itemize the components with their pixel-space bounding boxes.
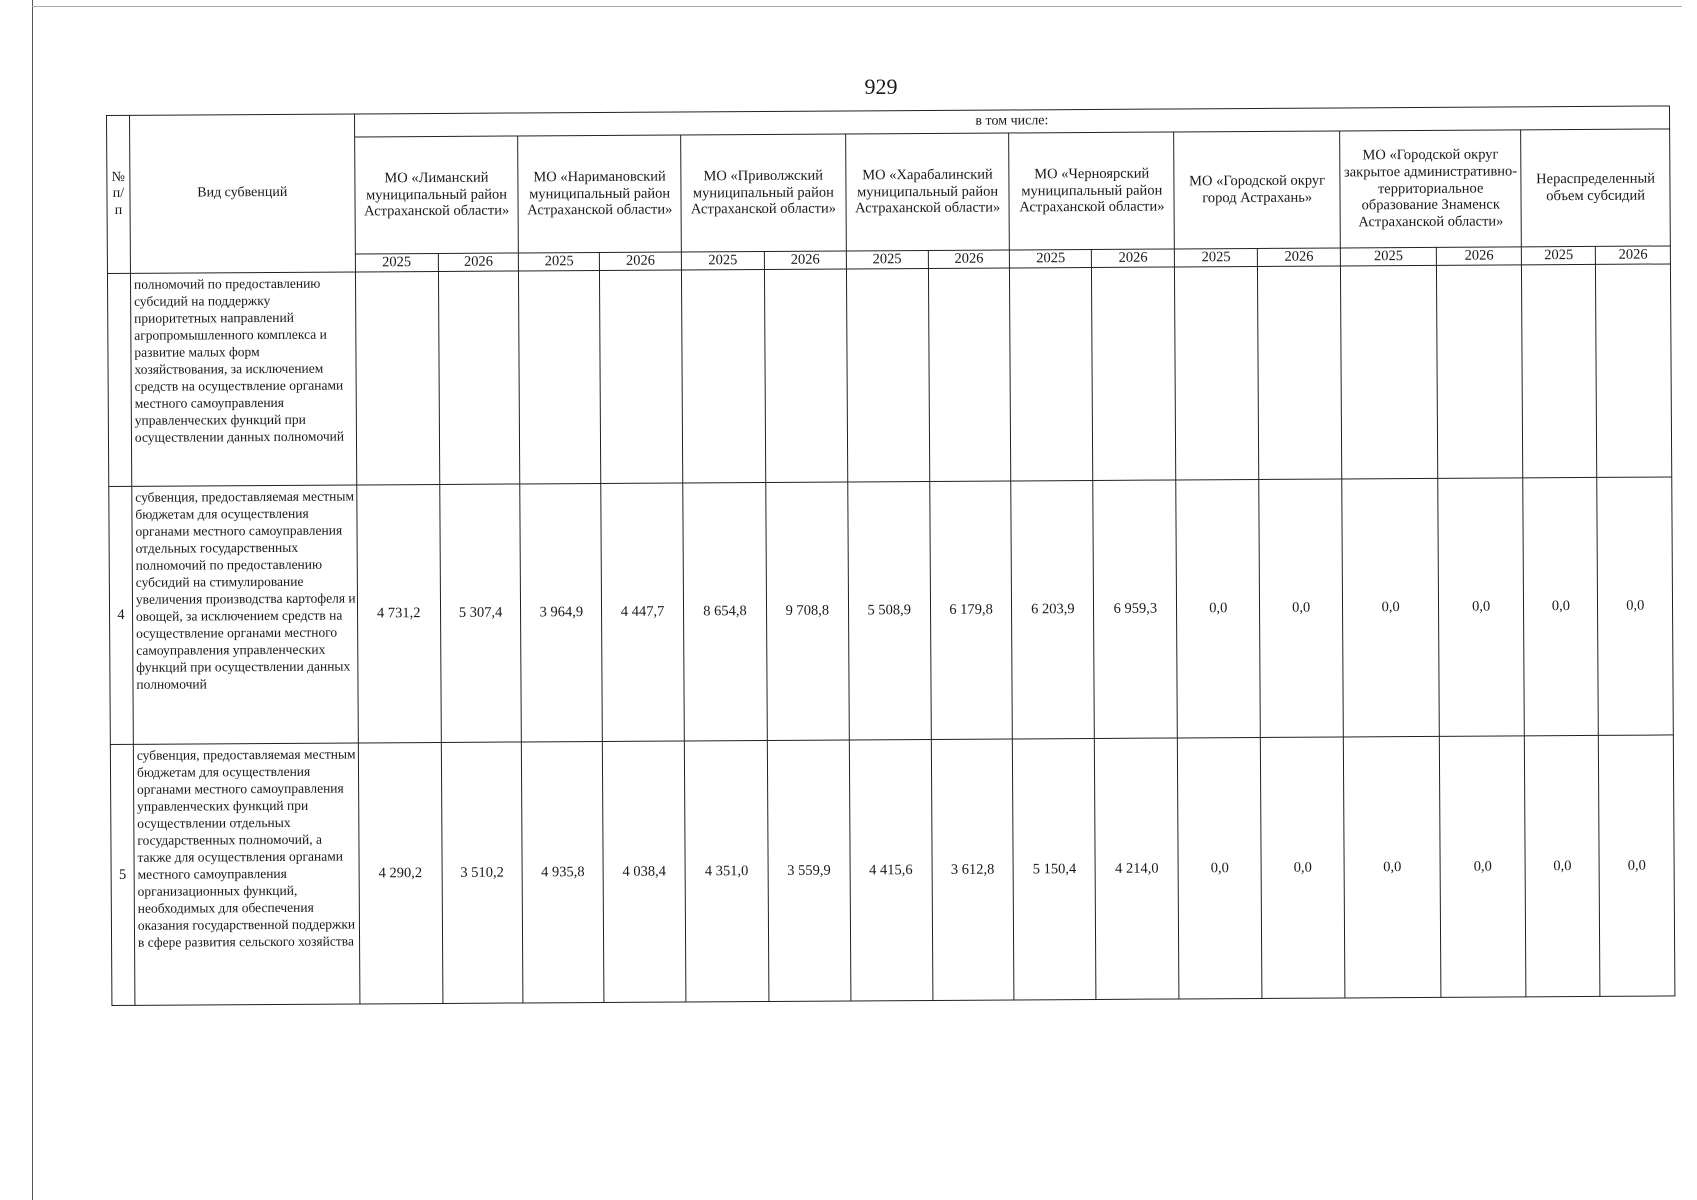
value-cell: 4 214,0 bbox=[1095, 738, 1180, 1000]
value-cell: 6 959,3 bbox=[1093, 480, 1178, 739]
header-year: 2025 bbox=[1010, 249, 1092, 267]
header-year: 2026 bbox=[764, 251, 846, 269]
value-cell: 3 510,2 bbox=[441, 742, 523, 1003]
subsidy-description: субвенция, предоставляемая местным бюджетам для осуществления органами местного самоуправления управленческих функций при осуществлении отдельных государственных полномочий, а также для осуществления органами местного самоуправления организационных функций, необходимых для обеспечения оказания государственной поддержки в сфере развития сельского хозяйства bbox=[133, 743, 359, 1005]
value-cell: 0,0 bbox=[1342, 478, 1440, 737]
header-year: 2026 bbox=[438, 253, 519, 271]
value-cell: 4 351,0 bbox=[684, 740, 769, 1002]
value-cell bbox=[1175, 266, 1259, 480]
value-cell bbox=[1522, 264, 1598, 477]
scan-edge-left bbox=[32, 0, 33, 1200]
header-year: 2025 bbox=[1175, 248, 1258, 267]
header-group-unallocated: Нераспределенный объем субсидий bbox=[1521, 129, 1670, 247]
header-group-znamensk: МО «Городской округ закрытое административно-территориальное образование Знаменск Астраханской области» bbox=[1340, 130, 1522, 248]
header-year: 2026 bbox=[599, 252, 681, 270]
value-cell: 4 447,7 bbox=[601, 483, 684, 741]
value-cell bbox=[1596, 264, 1672, 477]
value-cell: 0,0 bbox=[1525, 735, 1601, 996]
value-cell bbox=[928, 268, 1011, 481]
header-year: 2026 bbox=[1596, 246, 1671, 264]
header-group-privolzhsky: МО «Приволжский муниципальный район Астраханской области» bbox=[681, 134, 846, 252]
value-cell: 0,0 bbox=[1597, 477, 1673, 735]
value-cell: 0,0 bbox=[1260, 737, 1345, 999]
row-number bbox=[107, 273, 131, 486]
header-year: 2026 bbox=[928, 250, 1010, 268]
value-cell bbox=[1341, 265, 1438, 479]
header-including: в том числе: bbox=[354, 106, 1669, 137]
value-cell: 0,0 bbox=[1259, 479, 1344, 738]
header-year: 2025 bbox=[519, 252, 600, 270]
value-cell: 3 964,9 bbox=[520, 483, 602, 741]
value-cell: 5 150,4 bbox=[1013, 738, 1096, 999]
header-group-limansky: МО «Лиманский муниципальный район Астраханской области» bbox=[354, 136, 518, 254]
value-cell: 9 708,8 bbox=[766, 482, 849, 740]
value-cell: 8 654,8 bbox=[683, 482, 768, 741]
value-cell bbox=[600, 270, 683, 483]
header-year: 2025 bbox=[1340, 247, 1436, 266]
value-cell: 0,0 bbox=[1176, 479, 1261, 738]
header-group-kharabalinsky: МО «Харабалинский муниципальный район Астраханской области» bbox=[845, 133, 1009, 251]
header-group-astrakhan-city: МО «Городской округ город Астрахань» bbox=[1174, 131, 1341, 249]
value-cell: 4 935,8 bbox=[522, 741, 604, 1002]
value-cell bbox=[681, 269, 765, 483]
subsidy-description: субвенция, предоставляемая местным бюджетам для осуществления органами местного самоуправления отдельных государственных полномочий по предоставлению субсидий на стимулирование увеличения производства картофеля и овощей, за исключением средств на осуществление органами местного самоуправления управленческих функций при осуществлении данных полномочий bbox=[132, 485, 358, 744]
value-cell: 5 508,9 bbox=[848, 481, 931, 739]
row-number: 4 bbox=[109, 486, 133, 744]
value-cell: 6 203,9 bbox=[1011, 480, 1094, 738]
header-group-chernoyarsky: МО «Черноярский муниципальный район Астраханской области» bbox=[1009, 132, 1174, 250]
header-year: 2025 bbox=[355, 253, 438, 272]
value-cell bbox=[1258, 266, 1342, 480]
subsidy-table bbox=[106, 105, 1675, 1006]
header-group-narimanovsky: МО «Наримановский муниципальный район Астраханской области» bbox=[518, 135, 681, 253]
subsidy-description: полномочий по предоставлению субсидий на поддержку приоритетных направлений агропромышленного комплекса и развитие малых форм хозяйствования, за исключением средств на осуществление органами местного самоуправления управленческих функций при осуществлении данных полномочий bbox=[130, 272, 356, 486]
value-cell: 0,0 bbox=[1599, 735, 1675, 996]
header-year: 2025 bbox=[681, 251, 764, 270]
value-cell bbox=[764, 269, 847, 482]
value-cell: 3 612,8 bbox=[931, 739, 1014, 1000]
page-number: 929 bbox=[864, 74, 898, 99]
value-cell bbox=[1010, 267, 1093, 480]
value-cell: 3 559,9 bbox=[767, 740, 850, 1001]
header-year: 2026 bbox=[1258, 248, 1341, 267]
value-cell: 4 731,2 bbox=[356, 484, 441, 743]
value-cell: 4 415,6 bbox=[849, 739, 932, 1000]
header-year: 2025 bbox=[1522, 246, 1596, 264]
value-cell bbox=[438, 271, 520, 484]
value-cell: 0,0 bbox=[1439, 736, 1526, 998]
scan-edge-top bbox=[32, 6, 1682, 7]
table-row bbox=[110, 735, 1675, 1006]
header-year: 2025 bbox=[846, 250, 928, 268]
header-row-number: № п/п bbox=[107, 115, 131, 273]
table-row bbox=[107, 264, 1671, 487]
table-wrapper bbox=[106, 105, 1675, 1006]
header-year: 2026 bbox=[1092, 249, 1175, 268]
header-subsidy-type: Вид субвенций bbox=[129, 114, 355, 273]
value-cell: 0,0 bbox=[1438, 478, 1525, 737]
value-cell: 0,0 bbox=[1523, 477, 1599, 735]
value-cell bbox=[519, 270, 601, 483]
table-row bbox=[109, 477, 1674, 745]
value-cell bbox=[1092, 267, 1176, 481]
value-cell: 4 290,2 bbox=[358, 742, 443, 1004]
value-cell bbox=[1437, 265, 1523, 479]
header-year: 2026 bbox=[1436, 247, 1521, 266]
value-cell: 0,0 bbox=[1343, 736, 1441, 998]
value-cell: 5 307,4 bbox=[439, 484, 521, 742]
value-cell: 6 179,8 bbox=[929, 481, 1012, 739]
value-cell: 4 038,4 bbox=[602, 741, 685, 1002]
value-cell: 0,0 bbox=[1178, 737, 1263, 999]
value-cell bbox=[355, 271, 439, 485]
row-number: 5 bbox=[110, 744, 135, 1005]
value-cell bbox=[846, 268, 929, 481]
